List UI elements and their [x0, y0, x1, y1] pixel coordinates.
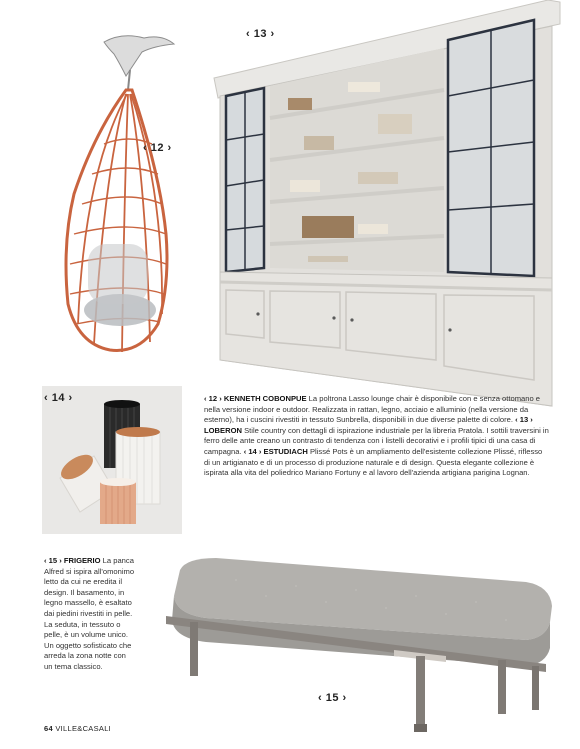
description-14: Plissé Pots è un ampliamento dell'esistente collezione Plissé, riflesso di un artigianato e di un processo di produzione naturale e di design. Questa elegante collezione è ispirata alla vita del poliedrico Mariano Fortuny e al lavoro dell'azienda artigiana parigina Lognan. — [204, 446, 543, 478]
item-number-14: ‹ 14 › — [241, 446, 264, 456]
magazine-name: VILLE&CASALI — [55, 724, 112, 733]
item-marker-12: ‹ 12 › — [143, 142, 172, 154]
plisse-pots-photo — [42, 386, 182, 534]
brand-loberon: LOBERON — [204, 425, 242, 435]
bookcase-illustration — [208, 0, 564, 412]
side-article-copy — [44, 556, 136, 673]
description-12: La poltrona Lasso lounge chair è disponibile con e senza ottomano e nella versione indoor e outdoor. Realizzata in rattan, legno, acciaio e alluminio (nella versione da esterno), ha i cuscini rivestiti in tessuto Sunbrella, disponibili in due diverse palette di colore. — [204, 394, 541, 425]
main-article-copy — [204, 394, 550, 479]
description-13: Stile country con dettagli di ispirazione industriale per la libreria Pratola. I sottili traversini in ferro delle ante creano un contrasto di tendenza con i listelli decorativi e i profili tipici di una casa di campagna. — [204, 425, 549, 456]
item-number-15: ‹ 15 › — [44, 556, 64, 565]
item-marker-14: ‹ 14 › — [44, 392, 73, 404]
item-number-12: ‹ 12 › — [204, 394, 222, 403]
page-number: 64 — [44, 724, 53, 733]
alfred-bench-photo — [146, 552, 566, 742]
item-marker-15: ‹ 15 › — [318, 692, 347, 704]
lasso-chair-photo — [34, 24, 184, 364]
brand-frigerio: FRIGERIO — [63, 556, 101, 565]
brand-kenneth-cobonpue: KENNETH COBONPUE — [223, 394, 307, 403]
brand-estudiach: ESTUDIACH — [263, 446, 308, 456]
page-folio — [44, 724, 111, 733]
vases-illustration — [42, 386, 182, 534]
item-marker-13: ‹ 13 › — [246, 28, 275, 40]
lasso-chair-illustration — [34, 24, 184, 364]
item-number-13: ‹ 13 › — [512, 415, 533, 425]
pratola-bookcase-photo — [208, 0, 564, 412]
description-15: La panca Alfred si ispira all'omonimo letto da cui ne eredita il design. Il basamento, in legno massello, è esaltato dai piedini rivestiti in pelle. La seduta, in tessuto o pelle, è un volume unico. Un oggetto sofisticato che arreda la zona notte con un tema classico. — [44, 556, 135, 671]
bench-illustration — [146, 552, 566, 742]
